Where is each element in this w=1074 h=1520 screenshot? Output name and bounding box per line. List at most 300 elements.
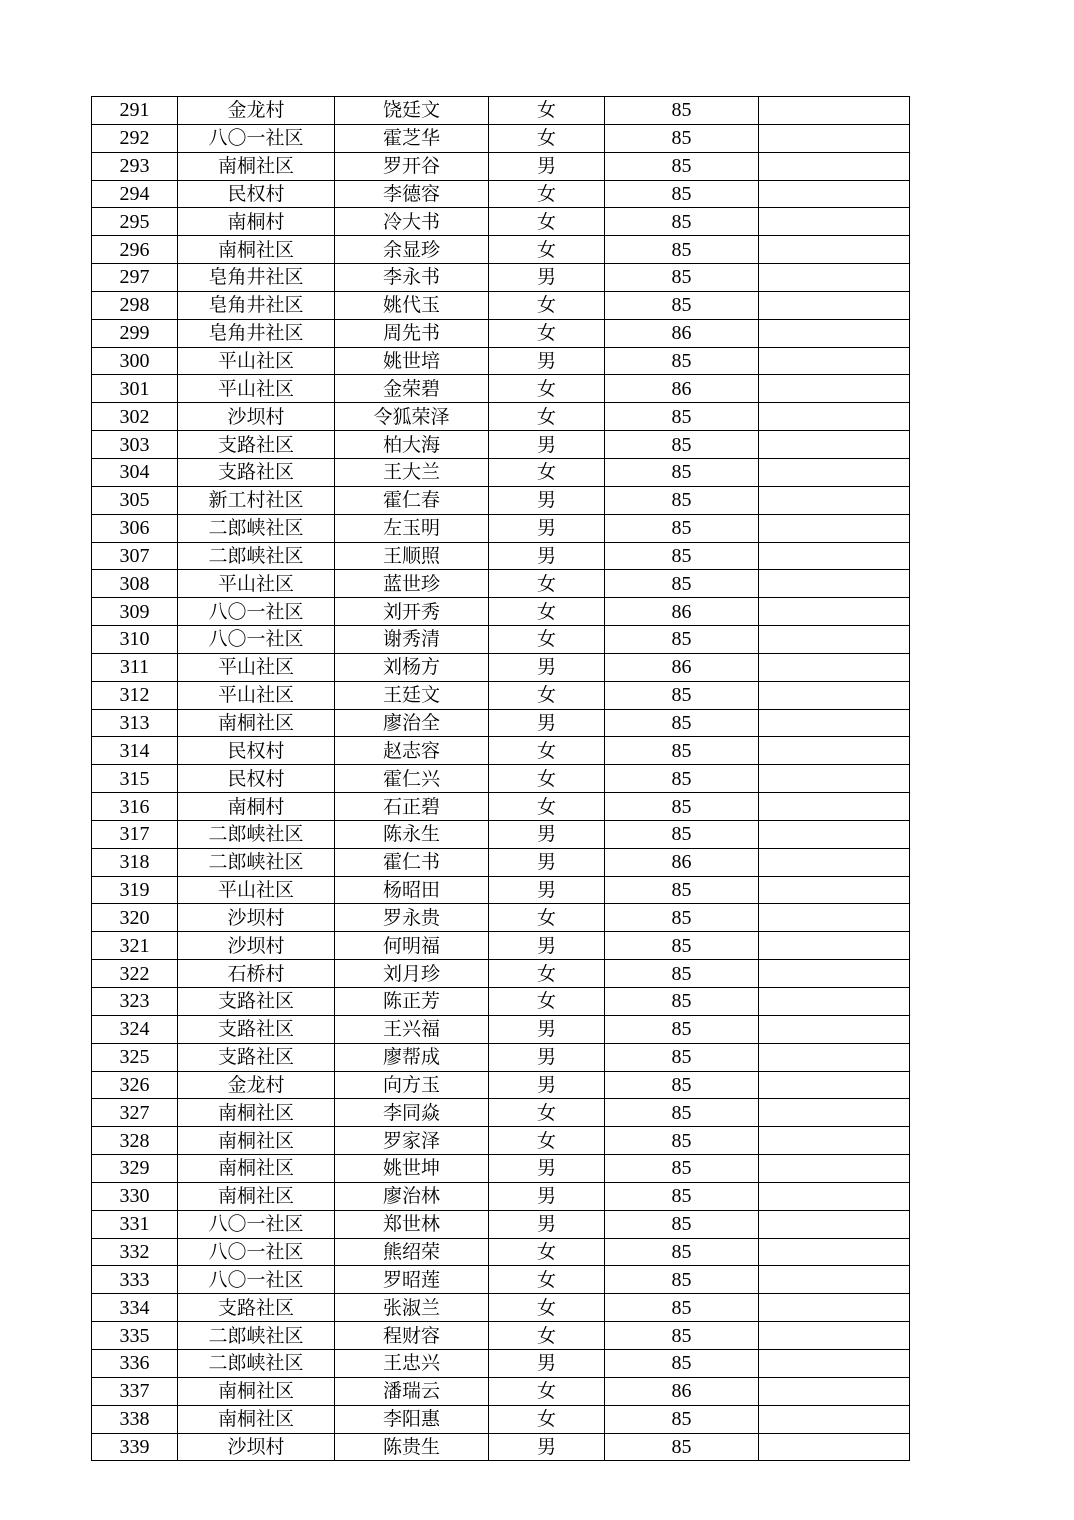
row-number-cell: 297 [92,264,178,292]
community-cell: 二郎峡社区 [178,820,335,848]
table-row [92,904,910,932]
row-number-cell: 319 [92,876,178,904]
table-row [92,1322,910,1350]
person-name-cell: 李德容 [335,180,489,208]
table-row [92,820,910,848]
score-cell: 86 [605,848,759,876]
remarks-cell [759,375,910,403]
person-name-cell: 冷大书 [335,208,489,236]
score-cell: 85 [605,1322,759,1350]
table-row [92,486,910,514]
table-row [92,1377,910,1405]
remarks-cell [759,820,910,848]
community-cell: 二郎峡社区 [178,1322,335,1350]
remarks-cell [759,1210,910,1238]
row-number-cell: 320 [92,904,178,932]
row-number-cell: 308 [92,570,178,598]
table-row [92,291,910,319]
score-cell: 85 [605,1043,759,1071]
score-cell: 85 [605,1349,759,1377]
remarks-cell [759,904,910,932]
table-row [92,1433,910,1461]
score-cell: 85 [605,236,759,264]
remarks-cell [759,1071,910,1099]
row-number-cell: 338 [92,1405,178,1433]
community-cell: 沙坝村 [178,1433,335,1461]
roster-table [91,96,910,1461]
person-name-cell: 柏大海 [335,431,489,459]
table-row [92,319,910,347]
table-row [92,1182,910,1210]
row-number-cell: 294 [92,180,178,208]
gender-cell: 女 [489,1238,605,1266]
score-cell: 85 [605,486,759,514]
remarks-cell [759,876,910,904]
gender-cell: 女 [489,1099,605,1127]
gender-cell: 男 [489,1182,605,1210]
community-cell: 皂角井社区 [178,291,335,319]
gender-cell: 男 [489,514,605,542]
remarks-cell [759,180,910,208]
row-number-cell: 301 [92,375,178,403]
table-row [92,124,910,152]
score-cell: 85 [605,709,759,737]
person-name-cell: 郑世林 [335,1210,489,1238]
gender-cell: 男 [489,264,605,292]
person-name-cell: 廖帮成 [335,1043,489,1071]
community-cell: 二郎峡社区 [178,848,335,876]
person-name-cell: 李同焱 [335,1099,489,1127]
community-cell: 南桐社区 [178,236,335,264]
score-cell: 85 [605,1099,759,1127]
remarks-cell [759,458,910,486]
gender-cell: 男 [489,347,605,375]
gender-cell: 女 [489,681,605,709]
community-cell: 八〇一社区 [178,1210,335,1238]
score-cell: 86 [605,319,759,347]
score-cell: 85 [605,820,759,848]
table-row [92,1405,910,1433]
gender-cell: 女 [489,960,605,988]
row-number-cell: 292 [92,124,178,152]
table-row [92,1238,910,1266]
person-name-cell: 罗永贵 [335,904,489,932]
gender-cell: 男 [489,1071,605,1099]
table-row [92,1071,910,1099]
gender-cell: 女 [489,1405,605,1433]
remarks-cell [759,1182,910,1210]
remarks-cell [759,403,910,431]
row-number-cell: 312 [92,681,178,709]
table-row [92,1266,910,1294]
person-name-cell: 李阳惠 [335,1405,489,1433]
roster-sheet [91,96,910,1461]
remarks-cell [759,932,910,960]
score-cell: 85 [605,514,759,542]
community-cell: 南桐村 [178,793,335,821]
person-name-cell: 蓝世珍 [335,570,489,598]
row-number-cell: 339 [92,1433,178,1461]
row-number-cell: 323 [92,988,178,1016]
table-row [92,236,910,264]
remarks-cell [759,737,910,765]
gender-cell: 男 [489,1210,605,1238]
person-name-cell: 廖治全 [335,709,489,737]
row-number-cell: 330 [92,1182,178,1210]
row-number-cell: 328 [92,1127,178,1155]
gender-cell: 女 [489,626,605,654]
person-name-cell: 霍仁书 [335,848,489,876]
score-cell: 85 [605,1433,759,1461]
gender-cell: 女 [489,737,605,765]
gender-cell: 女 [489,570,605,598]
gender-cell: 男 [489,1349,605,1377]
remarks-cell [759,1433,910,1461]
gender-cell: 男 [489,431,605,459]
community-cell: 南桐社区 [178,1405,335,1433]
table-row [92,960,910,988]
row-number-cell: 296 [92,236,178,264]
table-row [92,598,910,626]
remarks-cell [759,988,910,1016]
gender-cell: 女 [489,124,605,152]
score-cell: 85 [605,988,759,1016]
score-cell: 85 [605,124,759,152]
community-cell: 南桐社区 [178,1099,335,1127]
table-row [92,97,910,125]
table-row [92,542,910,570]
remarks-cell [759,1266,910,1294]
remarks-cell [759,1322,910,1350]
community-cell: 支路社区 [178,431,335,459]
community-cell: 沙坝村 [178,932,335,960]
person-name-cell: 向方玉 [335,1071,489,1099]
person-name-cell: 陈正芳 [335,988,489,1016]
remarks-cell [759,653,910,681]
community-cell: 南桐村 [178,208,335,236]
gender-cell: 女 [489,1266,605,1294]
row-number-cell: 299 [92,319,178,347]
row-number-cell: 310 [92,626,178,654]
person-name-cell: 熊绍荣 [335,1238,489,1266]
remarks-cell [759,514,910,542]
remarks-cell [759,765,910,793]
table-row [92,570,910,598]
remarks-cell [759,848,910,876]
remarks-cell [759,291,910,319]
score-cell: 86 [605,653,759,681]
community-cell: 二郎峡社区 [178,514,335,542]
person-name-cell: 余显珍 [335,236,489,264]
row-number-cell: 316 [92,793,178,821]
table-row [92,1015,910,1043]
row-number-cell: 295 [92,208,178,236]
gender-cell: 女 [489,1127,605,1155]
community-cell: 八〇一社区 [178,1238,335,1266]
table-row [92,347,910,375]
person-name-cell: 何明福 [335,932,489,960]
gender-cell: 女 [489,904,605,932]
score-cell: 85 [605,152,759,180]
community-cell: 南桐社区 [178,1377,335,1405]
person-name-cell: 罗开谷 [335,152,489,180]
remarks-cell [759,236,910,264]
score-cell: 85 [605,737,759,765]
row-number-cell: 300 [92,347,178,375]
table-row [92,1099,910,1127]
table-row [92,1043,910,1071]
remarks-cell [759,626,910,654]
table-row [92,653,910,681]
community-cell: 南桐社区 [178,709,335,737]
remarks-cell [759,264,910,292]
score-cell: 85 [605,458,759,486]
remarks-cell [759,347,910,375]
table-row [92,765,910,793]
score-cell: 85 [605,208,759,236]
gender-cell: 女 [489,793,605,821]
person-name-cell: 周先书 [335,319,489,347]
remarks-cell [759,1127,910,1155]
row-number-cell: 302 [92,403,178,431]
remarks-cell [759,124,910,152]
table-row [92,458,910,486]
remarks-cell [759,570,910,598]
remarks-cell [759,1015,910,1043]
person-name-cell: 刘月珍 [335,960,489,988]
table-row [92,876,910,904]
score-cell: 85 [605,681,759,709]
remarks-cell [759,1294,910,1322]
community-cell: 南桐社区 [178,1155,335,1183]
person-name-cell: 王顺照 [335,542,489,570]
community-cell: 八〇一社区 [178,124,335,152]
community-cell: 平山社区 [178,653,335,681]
person-name-cell: 姚世培 [335,347,489,375]
row-number-cell: 307 [92,542,178,570]
person-name-cell: 饶廷文 [335,97,489,125]
table-row [92,180,910,208]
score-cell: 85 [605,793,759,821]
gender-cell: 男 [489,1433,605,1461]
community-cell: 南桐社区 [178,152,335,180]
person-name-cell: 左玉明 [335,514,489,542]
row-number-cell: 313 [92,709,178,737]
row-number-cell: 333 [92,1266,178,1294]
score-cell: 85 [605,1238,759,1266]
person-name-cell: 王兴福 [335,1015,489,1043]
row-number-cell: 329 [92,1155,178,1183]
gender-cell: 女 [489,97,605,125]
row-number-cell: 327 [92,1099,178,1127]
community-cell: 皂角井社区 [178,264,335,292]
table-row [92,1210,910,1238]
remarks-cell [759,1043,910,1071]
table-row [92,988,910,1016]
gender-cell: 女 [489,403,605,431]
person-name-cell: 谢秀清 [335,626,489,654]
score-cell: 85 [605,626,759,654]
row-number-cell: 305 [92,486,178,514]
row-number-cell: 314 [92,737,178,765]
gender-cell: 女 [489,375,605,403]
table-row [92,1127,910,1155]
row-number-cell: 331 [92,1210,178,1238]
gender-cell: 男 [489,653,605,681]
person-name-cell: 杨昭田 [335,876,489,904]
row-number-cell: 322 [92,960,178,988]
gender-cell: 男 [489,152,605,180]
gender-cell: 女 [489,598,605,626]
score-cell: 85 [605,347,759,375]
person-name-cell: 霍芝华 [335,124,489,152]
community-cell: 民权村 [178,737,335,765]
person-name-cell: 李永书 [335,264,489,292]
gender-cell: 女 [489,180,605,208]
remarks-cell [759,793,910,821]
gender-cell: 男 [489,1155,605,1183]
gender-cell: 男 [489,932,605,960]
gender-cell: 女 [489,1377,605,1405]
score-cell: 85 [605,264,759,292]
community-cell: 支路社区 [178,458,335,486]
table-row [92,1155,910,1183]
gender-cell: 女 [489,208,605,236]
row-number-cell: 318 [92,848,178,876]
row-number-cell: 332 [92,1238,178,1266]
score-cell: 85 [605,1015,759,1043]
score-cell: 86 [605,375,759,403]
score-cell: 85 [605,765,759,793]
row-number-cell: 335 [92,1322,178,1350]
community-cell: 平山社区 [178,347,335,375]
community-cell: 金龙村 [178,97,335,125]
remarks-cell [759,681,910,709]
community-cell: 新工村社区 [178,486,335,514]
row-number-cell: 324 [92,1015,178,1043]
remarks-cell [759,542,910,570]
score-cell: 85 [605,1266,759,1294]
person-name-cell: 罗家泽 [335,1127,489,1155]
table-row [92,1349,910,1377]
table-row [92,681,910,709]
remarks-cell [759,319,910,347]
table-row [92,848,910,876]
community-cell: 八〇一社区 [178,1266,335,1294]
community-cell: 金龙村 [178,1071,335,1099]
remarks-cell [759,431,910,459]
score-cell: 85 [605,1155,759,1183]
person-name-cell: 王廷文 [335,681,489,709]
row-number-cell: 336 [92,1349,178,1377]
person-name-cell: 陈贵生 [335,1433,489,1461]
score-cell: 85 [605,97,759,125]
person-name-cell: 张淑兰 [335,1294,489,1322]
table-row [92,431,910,459]
remarks-cell [759,1238,910,1266]
community-cell: 皂角井社区 [178,319,335,347]
gender-cell: 男 [489,486,605,514]
gender-cell: 男 [489,542,605,570]
row-number-cell: 291 [92,97,178,125]
score-cell: 85 [605,403,759,431]
person-name-cell: 王大兰 [335,458,489,486]
community-cell: 平山社区 [178,570,335,598]
row-number-cell: 321 [92,932,178,960]
person-name-cell: 陈永生 [335,820,489,848]
table-row [92,152,910,180]
person-name-cell: 程财容 [335,1322,489,1350]
gender-cell: 男 [489,1043,605,1071]
remarks-cell [759,1405,910,1433]
community-cell: 支路社区 [178,1015,335,1043]
community-cell: 平山社区 [178,876,335,904]
community-cell: 二郎峡社区 [178,1349,335,1377]
person-name-cell: 霍仁春 [335,486,489,514]
person-name-cell: 刘开秀 [335,598,489,626]
person-name-cell: 潘瑞云 [335,1377,489,1405]
roster-body [92,97,910,1461]
table-row [92,208,910,236]
gender-cell: 男 [489,876,605,904]
community-cell: 南桐社区 [178,1182,335,1210]
community-cell: 支路社区 [178,1294,335,1322]
row-number-cell: 325 [92,1043,178,1071]
row-number-cell: 309 [92,598,178,626]
score-cell: 85 [605,180,759,208]
person-name-cell: 令狐荣泽 [335,403,489,431]
row-number-cell: 298 [92,291,178,319]
community-cell: 支路社区 [178,1043,335,1071]
score-cell: 85 [605,1210,759,1238]
gender-cell: 女 [489,988,605,1016]
score-cell: 85 [605,1127,759,1155]
score-cell: 85 [605,1182,759,1210]
table-row [92,514,910,542]
community-cell: 支路社区 [178,988,335,1016]
person-name-cell: 廖治林 [335,1182,489,1210]
row-number-cell: 334 [92,1294,178,1322]
remarks-cell [759,97,910,125]
remarks-cell [759,486,910,514]
gender-cell: 男 [489,1015,605,1043]
row-number-cell: 337 [92,1377,178,1405]
gender-cell: 女 [489,458,605,486]
gender-cell: 女 [489,236,605,264]
gender-cell: 男 [489,709,605,737]
remarks-cell [759,1377,910,1405]
table-row [92,932,910,960]
gender-cell: 女 [489,765,605,793]
score-cell: 85 [605,431,759,459]
community-cell: 平山社区 [178,375,335,403]
community-cell: 民权村 [178,765,335,793]
score-cell: 86 [605,598,759,626]
table-row [92,1294,910,1322]
row-number-cell: 317 [92,820,178,848]
community-cell: 平山社区 [178,681,335,709]
row-number-cell: 311 [92,653,178,681]
score-cell: 85 [605,1405,759,1433]
row-number-cell: 306 [92,514,178,542]
remarks-cell [759,208,910,236]
person-name-cell: 金荣碧 [335,375,489,403]
table-row [92,793,910,821]
table-row [92,403,910,431]
gender-cell: 女 [489,1294,605,1322]
community-cell: 南桐社区 [178,1127,335,1155]
person-name-cell: 石正碧 [335,793,489,821]
